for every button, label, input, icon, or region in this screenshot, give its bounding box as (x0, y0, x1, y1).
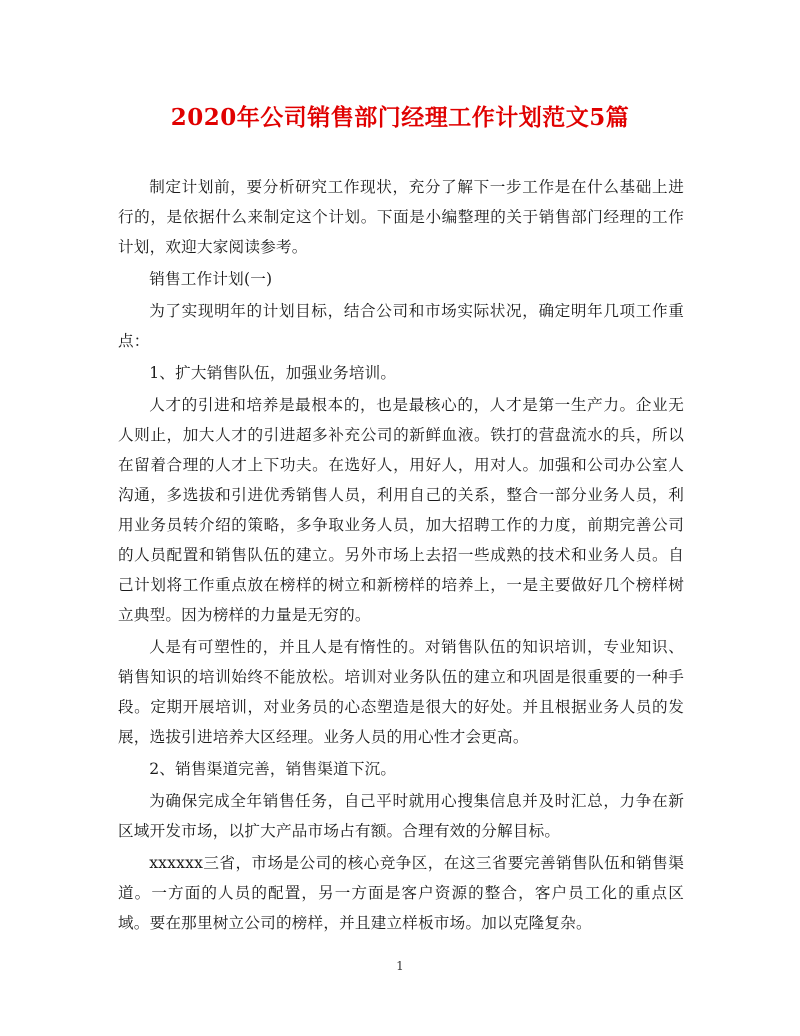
paragraph-goals: 为了实现明年的计划目标，结合公司和市场实际状况，确定明年几项工作重点： (118, 302, 684, 350)
paragraph-talent: 人才的引进和培养是最根本的，也是最核心的，人才是第一生产力。企业无人则止，加大人才的引进超多补充公司的新鲜血液。铁打的营盘流水的兵，所以在留着合理的人才上下功夫。在选好人，用好人，用对人。加强和公司办公室人沟通，多选拔和引进优秀销售人员，利用自己的关系，整合一部分业务人员，利用业务员转介绍的策略，多争取业务人员，加大招聘工作的力度，前期完善公司的人员配置和销售队伍的建立。另外市场上去招一些成熟的技术和业务人员。自己计划将工作重点放在榜样的树立和新榜样的培养上，一是主要做好几个榜样树立典型。因为榜样的力量是无穷的。 (118, 396, 684, 624)
document-title: 2020年公司销售部门经理工作计划范文5篇 (170, 104, 630, 131)
paragraph-intro: 制定计划前，要分析研究工作现状，充分了解下一步工作是在什么基础上进行的，是依据什么来制定这个计划。下面是小编整理的关于销售部门经理的工作计划，欢迎大家阅读参考。 (118, 178, 684, 256)
point-heading-1: 1、扩大销售队伍，加强业务培训。 (149, 364, 397, 382)
document-body (118, 172, 684, 938)
point-heading-2: 2、销售渠道完善，销售渠道下沉。 (149, 760, 397, 778)
paragraph-three-provinces: xxxxxx三省，市场是公司的核心竞争区，在这三省要完善销售队伍和销售渠道。一方面的人员的配置，另一方面是客户资源的整合，客户员工化的重点区域。要在那里树立公司的榜样，并且建立样板市场。加以克隆复杂。 (118, 854, 684, 932)
paragraph-sales-task: 为确保完成全年销售任务，自己平时就用心搜集信息并及时汇总，力争在新区域开发市场，以扩大产品市场占有额。合理有效的分解目标。 (118, 792, 684, 840)
paragraph-training: 人是有可塑性的，并且人是有惰性的。对销售队伍的知识培训，专业知识、销售知识的培训始终不能放松。培训对业务队伍的建立和巩固是很重要的一种手段。定期开展培训，对业务员的心态塑造是很大的好处。并且根据业务人员的发展，选拔引进培养大区经理。业务人员的用心性才会更高。 (118, 638, 684, 746)
section-heading-plan-one: 销售工作计划(一) (149, 270, 273, 288)
page-number: 1 (396, 959, 404, 973)
